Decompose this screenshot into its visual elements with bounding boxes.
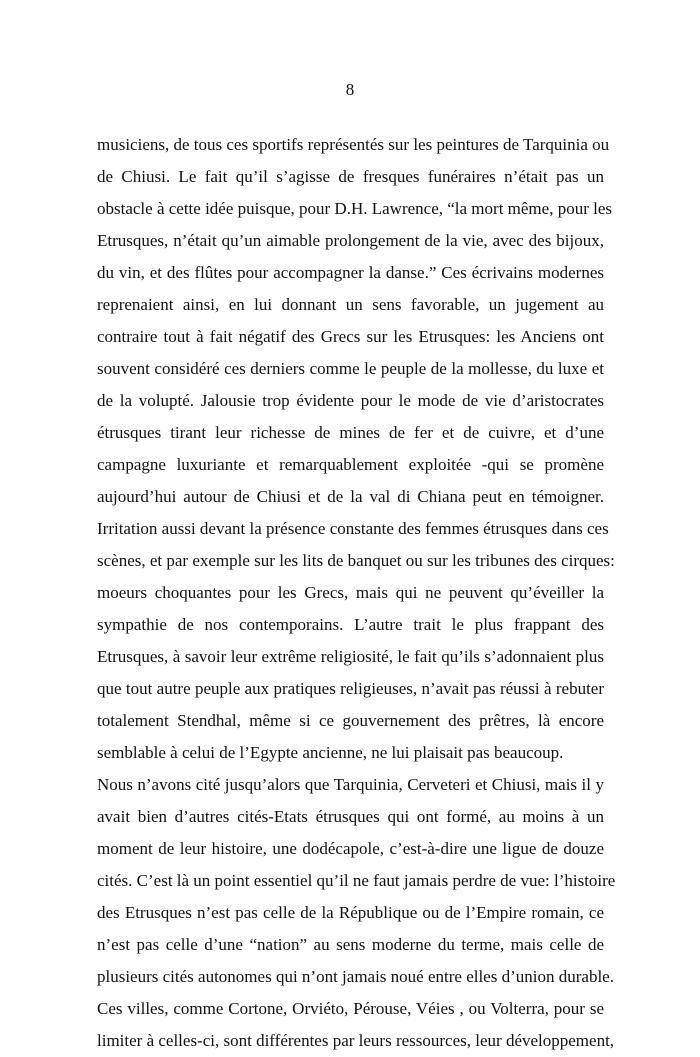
text-line: musiciens, de tous ces sportifs représentés sur les peintures de Tarquinia ou bbox=[97, 135, 610, 154]
text-line: souvent considéré ces derniers comme le peuple de la mollesse, du luxe et bbox=[97, 359, 604, 378]
text-line: des Etrusques n’est pas celle de la République ou de l’Empire romain, ce bbox=[97, 903, 604, 922]
text-line: limiter à celles-ci, sont différentes par leurs ressources, leur développement, bbox=[97, 1031, 615, 1050]
text-line: avait bien d’autres cités-Etats étrusques qui ont formé, au moins à un bbox=[97, 807, 604, 826]
text-line: aujourd’hui autour de Chiusi et de la val di Chiana peut en témoigner. bbox=[97, 487, 604, 506]
text-line: cités. C’est là un point essentiel qu’il ne faut jamais perdre de vue: l’histoire bbox=[97, 871, 616, 890]
text-line: que tout autre peuple aux pratiques religieuses, n’avait pas réussi à rebuter bbox=[97, 679, 604, 698]
text-line: de Chiusi. Le fait qu’il s’agisse de fresques funéraires n’était pas un bbox=[97, 167, 604, 186]
text-line: plusieurs cités autonomes qui n’ont jamais noué entre elles d’union durable. bbox=[97, 967, 614, 986]
text-line: scènes, et par exemple sur les lits de banquet ou sur les tribunes des cirques: bbox=[97, 551, 615, 570]
text-line: étrusques tirant leur richesse de mines de fer et de cuivre, et d’une bbox=[97, 423, 604, 442]
text-line: campagne luxuriante et remarquablement exploitée -qui se promène bbox=[97, 455, 604, 474]
text-line: du vin, et des flûtes pour accompagner la danse.” Ces écrivains modernes bbox=[97, 263, 604, 282]
text-line: Nous n’avons cité jusqu’alors que Tarquinia, Cerveteri et Chiusi, mais il y bbox=[97, 775, 604, 794]
text-line: Irritation aussi devant la présence constante des femmes étrusques dans ces bbox=[97, 519, 609, 538]
text-line: obstacle à cette idée puisque, pour D.H. Lawrence, “la mort même, pour les bbox=[97, 199, 612, 218]
text-line: de la volupté. Jalousie trop évidente pour le mode de vie d’aristocrates bbox=[97, 391, 604, 410]
text-line: totalement Stendhal, même si ce gouvernement des prêtres, là encore bbox=[97, 711, 604, 730]
text-line: Etrusques, à savoir leur extrême religiosité, le fait qu’ils s’adonnaient plus bbox=[97, 647, 604, 666]
text-line: n’est pas celle d’une “nation” au sens moderne du terme, mais celle de bbox=[97, 935, 604, 954]
text-line: moment de leur histoire, une dodécapole, c’est-à-dire une ligue de douze bbox=[97, 839, 604, 858]
page-number: 8 bbox=[345, 80, 355, 99]
text-line: Etrusques, n’était qu’un aimable prolongement de la vie, avec des bijoux, bbox=[97, 231, 604, 250]
text-line: reprenaient ainsi, en lui donnant un sens favorable, un jugement au bbox=[97, 295, 604, 314]
text-line: Ces villes, comme Cortone, Orviéto, Pérouse, Véies , ou Volterra, pour se bbox=[97, 999, 604, 1018]
text-line: contraire tout à fait négatif des Grecs sur les Etrusques: les Anciens ont bbox=[97, 327, 604, 346]
text-line: semblable à celui de l’Egypte ancienne, ne lui plaisait pas beaucoup. bbox=[97, 743, 564, 762]
body-text bbox=[97, 129, 616, 1057]
text-line: sympathie de nos contemporains. L’autre trait le plus frappant des bbox=[97, 615, 604, 634]
text-line: moeurs choquantes pour les Grecs, mais qui ne peuvent qu’éveiller la bbox=[97, 583, 604, 602]
